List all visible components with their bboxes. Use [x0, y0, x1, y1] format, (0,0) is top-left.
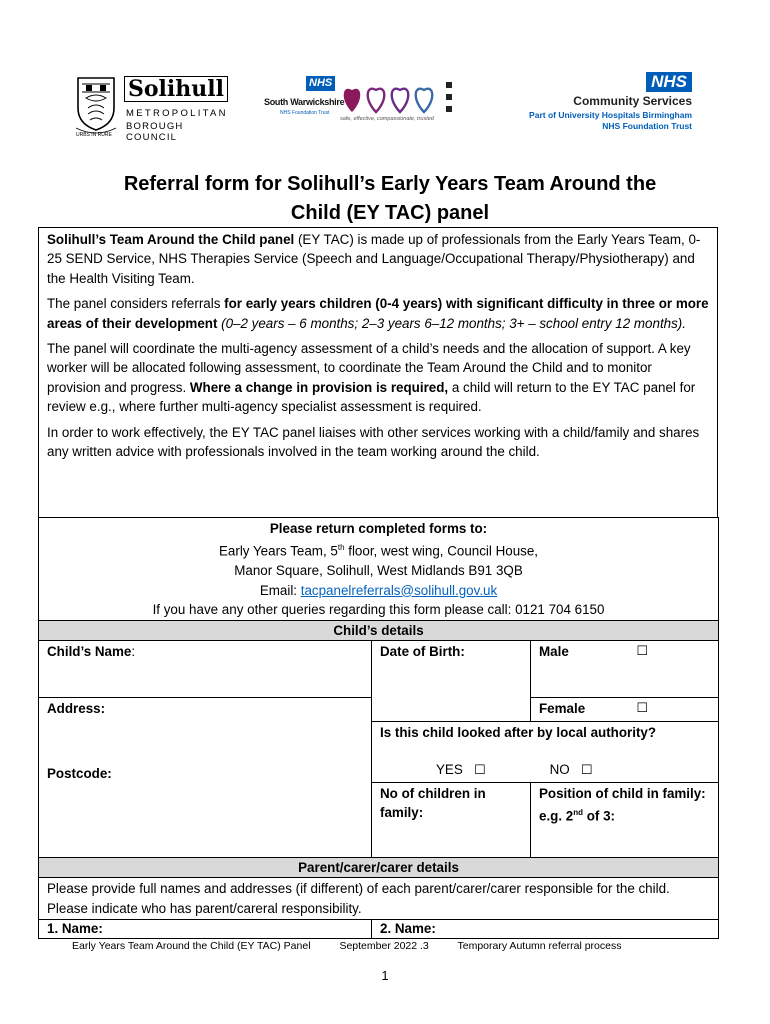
- return-line-1-a: Early Years Team, 5: [218, 543, 338, 559]
- parent-instructions: Please provide full names and addresses (if different) of each parent/carer/carer responsible for the child. Please indicate who has parent/careral responsibility.: [39, 878, 719, 920]
- page-title: [60, 170, 720, 228]
- nhs-badge-small: NHS: [306, 76, 335, 91]
- solihull-metropolitan: METROPOLITAN: [126, 108, 228, 119]
- return-row: [39, 518, 719, 621]
- yes-checkbox[interactable]: ☐: [473, 763, 486, 779]
- child-name-label: Child’s Name: [47, 643, 132, 659]
- female-field: [531, 697, 719, 721]
- male-field: [531, 640, 719, 697]
- nhs-community-services-logo: [516, 72, 706, 134]
- no-checkbox[interactable]: ☐: [580, 763, 593, 779]
- intro-p2-bold: for early years children (0-4 years) with significant difficulty in three or more areas of their development: [47, 296, 709, 331]
- footer-middle: September 2022 .3: [339, 940, 429, 952]
- south-warwickshire-trust: NHS Foundation Trust: [280, 110, 330, 116]
- email-label: Email:: [259, 582, 301, 598]
- intro-paragraph-2: [47, 294, 709, 333]
- child-section-row: [39, 620, 719, 640]
- solihull-borough-council: BOROUGH COUNCIL: [126, 121, 184, 143]
- footer-right: Temporary Autumn referral process: [457, 940, 622, 952]
- south-warwickshire-values: safe, effective, compassionate, trusted: [340, 116, 434, 122]
- address-label: Address:: [47, 700, 106, 716]
- return-email-line: [47, 581, 710, 600]
- female-checkbox[interactable]: ☐: [636, 700, 649, 716]
- intro-p1-bold: Solihull’s Team Around the Child panel: [47, 232, 295, 247]
- child-row-1: [39, 640, 719, 697]
- male-checkbox[interactable]: ☐: [636, 643, 649, 659]
- looked-after-cell: [372, 721, 719, 782]
- intro-paragraph-4: In order to work effectively, the EY TAC panel liaises with other services working with a child/family and shares any written advice with professionals involved in the team working around the child.: [47, 424, 700, 460]
- position-label-b: of 3:: [583, 808, 616, 824]
- community-services-line1: Part of University Hospitals Birmingham: [529, 110, 692, 120]
- parent-section-header: Parent/carer/carer details: [39, 857, 719, 877]
- footer-left: Early Years Team Around the Child (EY TAC) Panel: [72, 940, 311, 952]
- solihull-crest-icon: [74, 74, 118, 134]
- title-line-1: Referral form for Solihull’s Early Years Team Around the: [123, 173, 657, 195]
- male-label: Male: [539, 643, 569, 659]
- page-footer: [72, 940, 647, 952]
- position-field[interactable]: [531, 782, 719, 857]
- intro-p3-bold: Where a change in provision is required,: [189, 379, 449, 395]
- intro-p3-end: a child will return to the EY TAC panel for review e.g., where further multi-agency specialist assessment is required.: [47, 379, 696, 415]
- intro-panel: [38, 227, 718, 517]
- yes-label: YES: [436, 762, 463, 778]
- parent-1-name-field[interactable]: 1. Name:: [39, 919, 372, 938]
- intro-p1-rest: (EY TAC) is made up of professionals from the Early Years Team, 0-25 SEND Service, NHS Therapies Service (Speech and Language/Occupational Therapy/Physiotherapy) and the Health Visiting Team.: [47, 232, 701, 286]
- looked-after-question: Is this child looked after by local authority?: [380, 724, 657, 740]
- intro-paragraph-1: [47, 230, 709, 288]
- parent-2-name-field[interactable]: 2. Name:: [372, 919, 719, 938]
- return-heading: Please return completed forms to:: [269, 521, 488, 536]
- logo-bar: [0, 68, 770, 143]
- return-line-1: [47, 538, 710, 561]
- title-line-2: Child (EY TAC) panel: [290, 202, 490, 224]
- intro-p2-italic: (0–2 years – 6 months; 2–3 years 6–12 months; 3+ – school entry 12 months).: [217, 315, 686, 331]
- values-hearts-icon: [340, 76, 460, 120]
- parent-instructions-row: [39, 878, 719, 920]
- num-children-field[interactable]: No of children in family:: [372, 782, 531, 857]
- dob-field[interactable]: Date of Birth:: [372, 640, 531, 721]
- position-sup: nd: [573, 808, 584, 818]
- return-queries: If you have any other queries regarding this form please call: 0121 704 6150: [152, 602, 605, 618]
- parent-section-row: [39, 857, 719, 877]
- return-line-1-b: floor, west wing, Council House,: [344, 543, 539, 559]
- return-line-2: Manor Square, Solihull, West Midlands B91 3QB: [234, 563, 523, 579]
- child-name-field[interactable]: [39, 640, 372, 697]
- intro-p3-start: The panel will coordinate the multi-agency assessment of a child’s needs and the allocation of support. A key worker will be allocated following assessment, to coordinate the Team Around the Child and to monitor provision and progress.: [47, 341, 691, 395]
- position-label-a: Position of child in family: e.g. 2: [539, 785, 706, 824]
- parent-names-row: [39, 919, 719, 938]
- return-address-cell: [39, 518, 719, 621]
- address-field[interactable]: [39, 697, 372, 857]
- community-services-line2: NHS Foundation Trust: [602, 121, 692, 131]
- solihull-motto: URBS IN RURE: [76, 132, 112, 138]
- south-warwickshire-logo: [262, 76, 462, 132]
- south-warwickshire-name: South Warwickshire: [264, 97, 345, 107]
- intro-paragraph-3: [47, 339, 709, 417]
- no-label: NO: [549, 762, 570, 778]
- nhs-badge: NHS: [646, 72, 692, 92]
- community-services-title: Community Services: [573, 94, 692, 108]
- child-section-header: Child’s details: [39, 620, 719, 640]
- email-link[interactable]: tacpanelreferrals@solihull.gov.uk: [300, 582, 498, 598]
- child-name-colon: :: [131, 643, 136, 659]
- looked-after-options: [380, 760, 710, 780]
- referral-form-table: [38, 517, 719, 939]
- postcode-label: Postcode:: [47, 766, 112, 782]
- return-line-1-sup: th: [337, 543, 345, 553]
- solihull-council-logo: [74, 74, 234, 143]
- page-number: 1: [381, 968, 389, 983]
- female-label: Female: [539, 700, 586, 716]
- intro-p2-start: The panel considers referrals: [47, 296, 225, 312]
- solihull-wordmark: Solihull: [124, 76, 228, 102]
